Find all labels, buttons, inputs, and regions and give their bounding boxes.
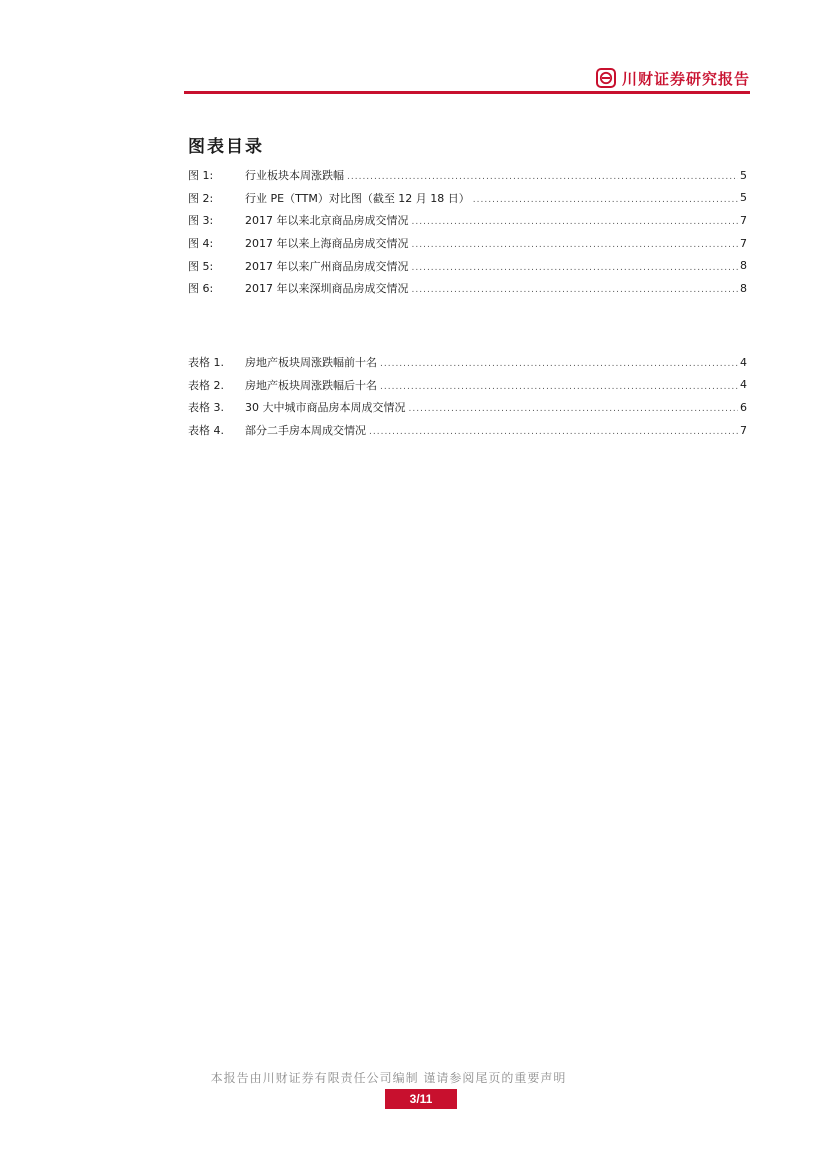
toc-entry-figure-3[interactable] <box>188 209 747 232</box>
toc-entry-label: 表格 4. <box>188 424 224 438</box>
toc-entry-label: 图 2: <box>188 191 214 205</box>
toc-entry-label: 图 3: <box>188 214 214 228</box>
toc-entry-figure-5[interactable] <box>188 254 747 277</box>
toc-entry-title: 房地产板块周涨跌幅后十名 <box>245 378 377 392</box>
toc-entry-title: 行业 PE（TTM）对比图（截至 12 月 18 日） <box>245 191 470 205</box>
dot-leader <box>380 359 738 369</box>
toc-entry-label: 表格 2. <box>188 378 224 392</box>
toc-entry-page: 5 <box>740 168 747 182</box>
dot-leader <box>412 285 739 295</box>
toc-entry-figure-4[interactable] <box>188 232 747 255</box>
toc-entry-title: 2017 年以来北京商品房成交情况 <box>245 214 409 228</box>
dot-leader <box>412 217 739 227</box>
toc-entry-label: 图 6: <box>188 282 214 296</box>
toc-entry-table-3[interactable] <box>188 396 747 419</box>
figure-list <box>188 164 747 300</box>
toc-entry-title: 行业板块本周涨跌幅 <box>245 169 344 183</box>
toc-entry-table-2[interactable] <box>188 374 747 397</box>
page-header <box>184 66 750 92</box>
header-divider <box>184 91 750 94</box>
chuancai-logo-icon <box>596 68 616 88</box>
dot-leader <box>412 240 739 250</box>
dot-leader <box>473 195 738 205</box>
toc-entry-label: 图 1: <box>188 169 214 183</box>
toc-entry-page: 7 <box>740 423 747 437</box>
dot-leader <box>380 382 738 392</box>
dot-leader <box>409 404 739 414</box>
dot-leader <box>347 172 738 182</box>
toc-entry-title: 30 大中城市商品房本周成交情况 <box>245 401 406 415</box>
toc-entry-label: 表格 1. <box>188 356 224 370</box>
toc-entry-title: 2017 年以来深圳商品房成交情况 <box>245 282 409 296</box>
toc-entry-label: 图 4: <box>188 237 214 251</box>
dot-leader <box>412 263 739 273</box>
toc-entry-page: 8 <box>740 281 747 295</box>
toc-entry-title: 房地产板块周涨跌幅前十名 <box>245 356 377 370</box>
toc-title: 图表目录 <box>188 137 264 157</box>
table-list <box>188 351 747 441</box>
toc-entry-figure-2[interactable] <box>188 187 747 210</box>
toc-entry-page: 7 <box>740 213 747 227</box>
toc-entry-page: 8 <box>740 259 747 273</box>
toc-entry-page: 5 <box>740 191 747 205</box>
toc-entry-page: 4 <box>740 355 747 369</box>
toc-entry-title: 部分二手房本周成交情况 <box>245 424 366 438</box>
toc-entry-figure-6[interactable] <box>188 277 747 300</box>
toc-entry-table-1[interactable] <box>188 351 747 374</box>
toc-entry-title: 2017 年以来上海商品房成交情况 <box>245 237 409 251</box>
toc-entry-table-4[interactable] <box>188 419 747 442</box>
toc-entry-title: 2017 年以来广州商品房成交情况 <box>245 259 409 273</box>
footer-disclaimer: 本报告由川财证券有限责任公司编制 谨请参阅尾页的重要声明 <box>210 1071 567 1085</box>
toc-entry-figure-1[interactable] <box>188 164 747 187</box>
toc-entry-label: 表格 3. <box>188 401 224 415</box>
page-number-badge: 3/11 <box>385 1089 457 1109</box>
toc-entry-page: 7 <box>740 236 747 250</box>
toc-entry-page: 4 <box>740 378 747 392</box>
toc-entry-label: 图 5: <box>188 259 214 273</box>
dot-leader <box>369 427 738 437</box>
brand-logo <box>596 67 750 89</box>
brand-name: 川财证券研究报告 <box>621 69 750 88</box>
toc-entry-page: 6 <box>740 400 747 414</box>
